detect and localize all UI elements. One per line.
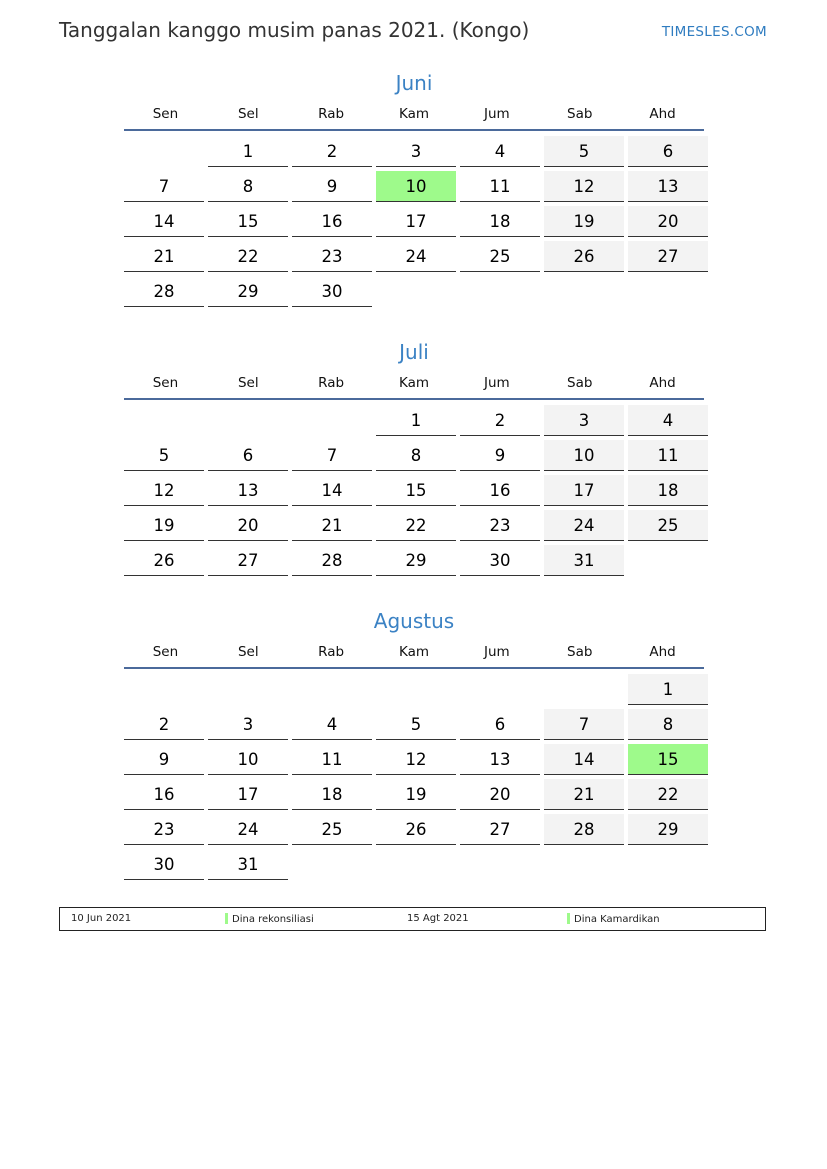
legend-label-1: Dina rekonsiliasi [232,914,314,925]
day-cell[interactable]: 15 [208,206,288,237]
day-grid [124,405,704,576]
weekday-label: Sen [152,375,179,391]
legend-date-2: 15 Agt 2021 [407,913,469,924]
day-cell[interactable]: 23 [460,510,540,541]
day-cell[interactable]: 24 [376,241,456,272]
month-august [124,606,704,880]
legend-date-1: 10 Jun 2021 [71,913,132,924]
month-title: Agustus [373,609,455,633]
weekday-label: Rab [318,644,345,660]
day-cell[interactable]: 11 [292,744,372,775]
month-june [124,68,704,307]
day-cell[interactable]: 26 [544,241,624,272]
weekday-label: Sen [152,644,179,660]
day-cell[interactable]: 8 [628,709,708,740]
empty-cell [544,674,624,705]
day-cell[interactable]: 13 [628,171,708,202]
day-cell[interactable]: 11 [628,440,708,471]
day-cell[interactable]: 6 [208,440,288,471]
weekday-label: Jum [484,644,510,660]
day-cell[interactable]: 16 [124,779,204,810]
day-cell[interactable]: 16 [292,206,372,237]
day-cell[interactable]: 28 [124,276,204,307]
day-cell[interactable]: 8 [208,171,288,202]
day-cell[interactable]: 22 [376,510,456,541]
weekday-header [124,370,704,400]
day-cell[interactable]: 3 [544,405,624,436]
empty-cell [124,674,204,705]
day-cell[interactable]: 20 [208,510,288,541]
empty-cell [460,674,540,705]
day-cell[interactable]: 6 [628,136,708,167]
legend-item-1 [225,913,314,925]
day-cell[interactable]: 18 [292,779,372,810]
weekday-label: Jum [484,106,510,122]
holiday-legend [59,907,766,931]
day-cell[interactable]: 19 [124,510,204,541]
day-cell[interactable]: 14 [544,744,624,775]
weekday-label: Sab [567,106,593,122]
legend-label-2: Dina Kamardikan [574,914,660,925]
weekday-label: Sab [567,375,593,391]
legend-item-2 [567,913,660,925]
page-title: Tanggalan kanggo musim panas 2021. (Kongo) [59,18,530,42]
day-cell[interactable]: 24 [544,510,624,541]
day-cell[interactable]: 4 [628,405,708,436]
empty-cell [292,674,372,705]
day-cell[interactable]: 13 [208,475,288,506]
weekday-label: Kam [398,375,430,391]
day-cell[interactable]: 20 [460,779,540,810]
day-cell[interactable]: 14 [292,475,372,506]
day-cell[interactable]: 7 [544,709,624,740]
day-cell[interactable]: 3 [376,136,456,167]
day-cell[interactable]: 27 [460,814,540,845]
day-grid [124,674,704,880]
day-cell[interactable]: 28 [292,545,372,576]
day-cell[interactable]: 2 [292,136,372,167]
empty-cell [208,674,288,705]
day-cell[interactable]: 1 [628,674,708,705]
day-cell[interactable]: 30 [460,545,540,576]
day-cell[interactable]: 25 [292,814,372,845]
day-cell[interactable]: 8 [376,440,456,471]
weekday-label: Sen [152,106,179,122]
day-cell[interactable]: 14 [124,206,204,237]
day-cell[interactable]: 21 [544,779,624,810]
weekday-label: Jum [484,375,510,391]
day-cell[interactable]: 18 [628,475,708,506]
day-cell[interactable]: 29 [376,545,456,576]
day-cell[interactable]: 2 [460,405,540,436]
day-cell[interactable]: 31 [208,849,288,880]
day-cell[interactable]: 16 [460,475,540,506]
day-cell[interactable]: 12 [124,475,204,506]
weekday-label: Sel [237,644,259,660]
day-cell[interactable]: 7 [124,171,204,202]
empty-cell [208,405,288,436]
day-cell[interactable]: 25 [628,510,708,541]
day-cell[interactable]: 30 [292,276,372,307]
day-cell[interactable]: 23 [124,814,204,845]
day-cell[interactable]: 19 [544,206,624,237]
day-cell[interactable]: 29 [208,276,288,307]
day-cell[interactable]: 17 [544,475,624,506]
weekday-label: Rab [318,375,345,391]
brand-link[interactable]: TIMESLES.COM [661,24,767,40]
day-cell[interactable]: 20 [628,206,708,237]
day-cell[interactable]: 31 [544,545,624,576]
holiday-day-cell[interactable]: 10 [376,171,456,202]
day-cell[interactable]: 1 [376,405,456,436]
day-cell[interactable]: 15 [376,475,456,506]
day-grid [124,136,704,307]
day-cell[interactable]: 10 [208,744,288,775]
day-cell[interactable]: 11 [460,171,540,202]
day-cell[interactable]: 25 [460,241,540,272]
day-cell[interactable]: 28 [544,814,624,845]
day-cell[interactable]: 12 [376,744,456,775]
weekday-label: Rab [318,106,345,122]
empty-cell [124,405,204,436]
weekday-label: Sab [567,644,593,660]
weekday-label: Ahd [649,644,676,660]
day-cell[interactable]: 10 [544,440,624,471]
day-cell[interactable]: 17 [208,779,288,810]
day-cell[interactable]: 22 [208,241,288,272]
day-cell[interactable]: 21 [124,241,204,272]
day-cell[interactable]: 21 [292,510,372,541]
day-cell[interactable]: 1 [208,136,288,167]
day-cell[interactable]: 5 [544,136,624,167]
day-cell[interactable]: 2 [124,709,204,740]
month-title: Juli [399,340,429,364]
holiday-day-cell[interactable]: 15 [628,744,708,775]
empty-cell [124,136,204,167]
day-cell[interactable]: 27 [208,545,288,576]
month-title: Juni [395,71,433,95]
day-cell[interactable]: 6 [460,709,540,740]
empty-cell [292,405,372,436]
day-cell[interactable]: 17 [376,206,456,237]
day-cell[interactable]: 26 [124,545,204,576]
legend-color-mark [567,913,570,924]
day-cell[interactable]: 4 [460,136,540,167]
empty-cell [376,674,456,705]
day-cell[interactable]: 3 [208,709,288,740]
day-cell[interactable]: 4 [292,709,372,740]
day-cell[interactable]: 29 [628,814,708,845]
day-cell[interactable]: 5 [376,709,456,740]
weekday-header [124,639,704,669]
weekday-label: Ahd [649,106,676,122]
weekday-label: Kam [398,106,430,122]
weekday-header [124,101,704,131]
legend-color-mark [225,913,228,924]
day-cell[interactable]: 9 [460,440,540,471]
day-cell[interactable]: 26 [376,814,456,845]
day-cell[interactable]: 19 [376,779,456,810]
weekday-label: Kam [398,644,430,660]
day-cell[interactable]: 13 [460,744,540,775]
day-cell[interactable]: 18 [460,206,540,237]
day-cell[interactable]: 27 [628,241,708,272]
month-july [124,337,704,576]
day-cell[interactable]: 24 [208,814,288,845]
weekday-label: Sel [237,375,259,391]
day-cell[interactable]: 22 [628,779,708,810]
day-cell[interactable]: 9 [292,171,372,202]
day-cell[interactable]: 23 [292,241,372,272]
weekday-label: Ahd [649,375,676,391]
weekday-label: Sel [237,106,259,122]
day-cell[interactable]: 12 [544,171,624,202]
day-cell[interactable]: 9 [124,744,204,775]
day-cell[interactable]: 7 [292,440,372,471]
day-cell[interactable]: 5 [124,440,204,471]
day-cell[interactable]: 30 [124,849,204,880]
